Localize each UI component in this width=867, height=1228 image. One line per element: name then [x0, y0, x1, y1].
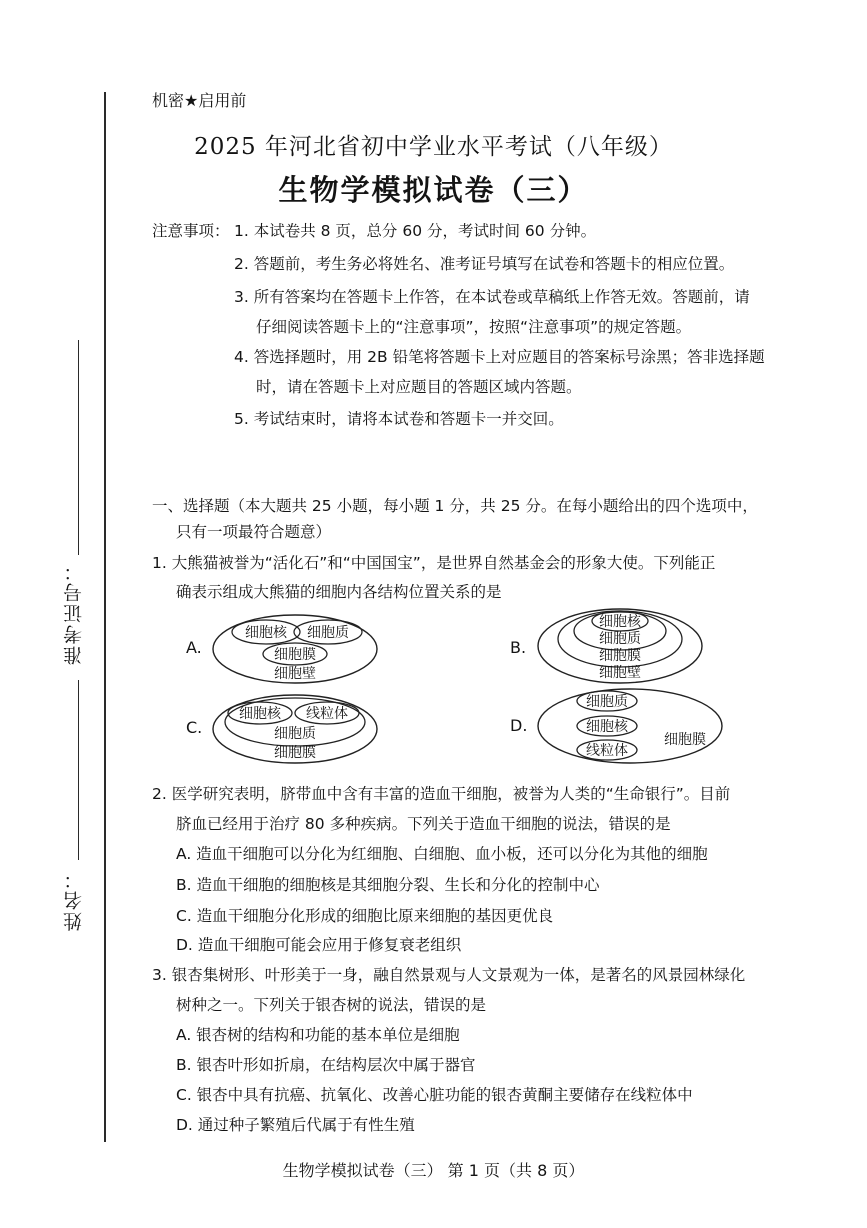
- label: 细胞膜: [274, 745, 316, 761]
- section-heading-cont: 只有一项最符合题意）: [176, 523, 332, 541]
- label: 线粒体: [586, 743, 628, 759]
- question-2-option: B. 造血干细胞的细胞核是其细胞分裂、生长和分化的控制中心: [176, 876, 600, 894]
- label: 细胞质: [274, 726, 316, 742]
- notice-line: 时，请在答题卡上对应题目的答题区域内答题。: [256, 378, 582, 396]
- page-footer: 生物学模拟试卷（三） 第 1 页（共 8 页）: [282, 1161, 585, 1180]
- question-3-stem: 3. 银杏集树形、叶形美于一身，融自然景观与人文景观为一体，是著名的风景园林绿化: [152, 966, 746, 984]
- diagram-d: [535, 686, 725, 766]
- label: 细胞壁: [274, 666, 316, 682]
- section-heading: 一、选择题（本大题共 25 小题，每小题 1 分，共 25 分。在每小题给出的四个选项中，: [152, 497, 758, 515]
- question-3-stem-cont: 树种之一。下列关于银杏树的说法，错误的是: [176, 996, 487, 1014]
- label: 细胞壁: [599, 665, 641, 681]
- option-c-letter: C.: [186, 718, 203, 737]
- label: 线粒体: [306, 706, 348, 722]
- label: 细胞质: [586, 694, 628, 710]
- confidential-mark: 机密★启用前: [152, 91, 247, 110]
- label: 细胞质: [307, 625, 349, 641]
- question-2-option: C. 造血干细胞分化形成的细胞比原来细胞的基因更优良: [176, 907, 554, 925]
- question-3-option: A. 银杏树的结构和功能的基本单位是细胞: [176, 1026, 460, 1044]
- question-2-option: D. 造血干细胞可能会应用于修复衰老组织: [176, 936, 462, 954]
- membrane-ellipse: [538, 689, 722, 763]
- notice-line: 4. 答选择题时，用 2B 铅笔将答题卡上对应题目的答案标号涂黑；答非选择题: [234, 348, 765, 366]
- notice-line: 2. 答题前，考生务必将姓名、准考证号填写在试卷和答题卡的相应位置。: [234, 255, 735, 273]
- exam-id-blank: [78, 340, 79, 555]
- notice-line: 仔细阅读答题卡上的“注意事项”，按照“注意事项”的规定答题。: [256, 318, 692, 336]
- option-b-letter: B.: [510, 638, 527, 657]
- question-3-option: B. 银杏叶形如折扇，在结构层次中属于器官: [176, 1056, 476, 1074]
- diagram-b: [535, 606, 705, 686]
- question-2-stem: 2. 医学研究表明，脐带血中含有丰富的造血干细胞，被誉为人类的“生命银行”。目前: [152, 785, 731, 803]
- label: 细胞膜: [274, 647, 316, 663]
- label: 细胞核: [599, 614, 641, 630]
- question-3-option: C. 银杏中具有抗癌、抗氧化、改善心脏功能的银杏黄酮主要储存在线粒体中: [176, 1086, 693, 1104]
- notice-line: 5. 考试结束时，请将本试卷和答题卡一并交回。: [234, 410, 564, 428]
- label: 细胞质: [599, 631, 641, 647]
- option-a-letter: A.: [186, 638, 202, 657]
- name-blank: [78, 680, 79, 860]
- question-2-stem-cont: 脐血已经用于治疗 80 多种疾病。下列关于造血干细胞的说法，错误的是: [176, 815, 671, 833]
- diagram-a: [210, 612, 380, 686]
- binding-line: [104, 92, 106, 1142]
- label: 细胞核: [245, 625, 287, 641]
- label: 细胞核: [239, 706, 281, 722]
- notice-line: 3. 所有答案均在答题卡上作答，在本试卷或草稿纸上作答无效。答题前，请: [234, 288, 750, 306]
- question-3-option: D. 通过种子繁殖后代属于有性生殖: [176, 1116, 415, 1134]
- diagram-c: [210, 692, 380, 766]
- question-1-stem: 1. 大熊猫被誉为“活化石”和“中国国宝”，是世界自然基金会的形象大使。下列能正: [152, 554, 716, 572]
- question-1-stem-cont: 确表示组成大熊猫的细胞内各结构位置关系的是: [176, 583, 502, 601]
- notice-label: 注意事项：: [152, 222, 230, 240]
- label: 细胞膜: [664, 732, 706, 748]
- label: 细胞核: [586, 719, 628, 735]
- name-label: 姓名：: [63, 868, 85, 931]
- paper-title: 生物学模拟试卷（三）: [278, 173, 589, 207]
- question-2-option: A. 造血干细胞可以分化为红细胞、白细胞、血小板，还可以分化为其他的细胞: [176, 845, 708, 863]
- exam-id-label: 准考证号：: [63, 560, 85, 665]
- notice-line: 1. 本试卷共 8 页，总分 60 分，考试时间 60 分钟。: [234, 222, 597, 240]
- option-d-letter: D.: [510, 716, 528, 735]
- exam-title: 2025 年河北省初中学业水平考试（八年级）: [194, 134, 673, 160]
- label: 细胞膜: [599, 648, 641, 664]
